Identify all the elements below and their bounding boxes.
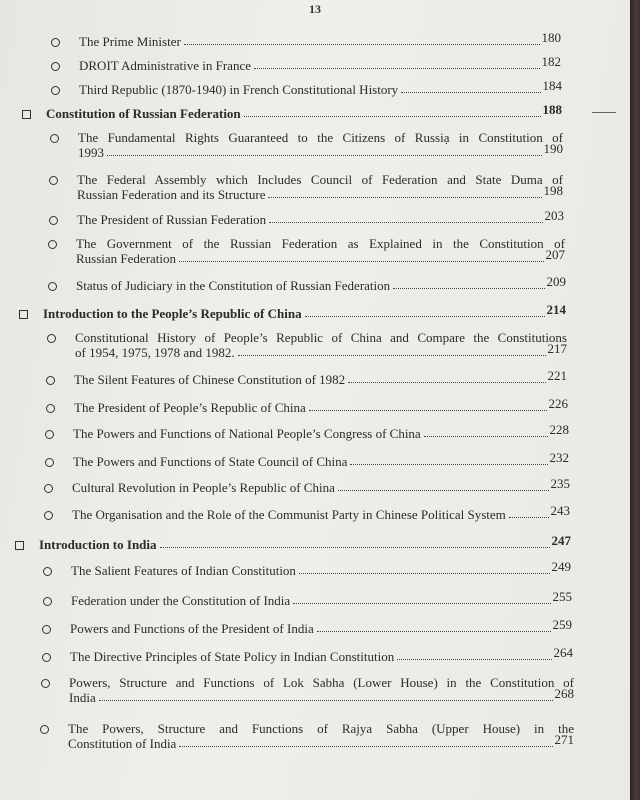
entry-title: The Powers and Functions of State Council of China (73, 454, 348, 469)
dot-leader (509, 507, 549, 518)
entry-title: The Silent Features of Chinese Constitution of 1982 (74, 372, 346, 387)
entry-page-number: 226 (548, 396, 568, 411)
entry-title: The Directive Principles of State Policy in Indian Constitution (70, 649, 395, 664)
circle-bullet-icon (44, 484, 53, 493)
entry-page-number: 232 (549, 450, 569, 465)
dot-leader (397, 649, 551, 660)
dot-leader (401, 82, 540, 93)
circle-bullet-icon (46, 404, 55, 413)
entry-page-number: 180 (541, 30, 561, 45)
entry-title-continued: 1993 (78, 145, 104, 160)
entry-title: The Organisation and the Role of the Communist Party in Chinese Political System (72, 507, 506, 522)
circle-bullet-icon (50, 134, 59, 143)
circle-bullet-icon (43, 597, 52, 606)
entry-page-number: 228 (549, 422, 569, 437)
entry-page-number: 255 (552, 589, 572, 604)
entry-title-continued: Constitution of India (68, 736, 177, 751)
dot-leader (348, 372, 545, 383)
entry-page-number: 184 (542, 78, 562, 93)
entry-title: The Powers, Structure and Functions of Rajya Sabha (Upper House) in the (68, 721, 574, 736)
dot-leader (238, 345, 546, 356)
entry-title: Third Republic (1870-1940) in French Constitutional History (79, 82, 399, 97)
entry-page-number: 190 (543, 141, 563, 156)
entry-page-number: 182 (541, 54, 561, 69)
entry-page-number: 198 (543, 183, 563, 198)
dot-leader (317, 621, 551, 632)
entry-title: The Prime Minister (79, 34, 181, 49)
entry-page-number: 259 (552, 617, 572, 632)
dot-leader (305, 306, 545, 317)
entry-title: Powers, Structure and Functions of Lok Sabha (Lower House) in the Constitution of (69, 675, 574, 690)
entry-page-number: 214 (546, 302, 566, 317)
square-bullet-icon (22, 110, 31, 119)
circle-bullet-icon (48, 240, 57, 249)
dot-leader (99, 690, 553, 701)
entry-page-number: 209 (546, 274, 566, 289)
entry-title: DROIT Administrative in France (79, 58, 251, 73)
entry-page-number: 249 (551, 559, 571, 574)
circle-bullet-icon (43, 567, 52, 576)
dot-leader (179, 251, 543, 262)
circle-bullet-icon (44, 511, 53, 520)
circle-bullet-icon (49, 176, 58, 185)
dot-leader (293, 593, 550, 604)
entry-page-number: 235 (550, 476, 570, 491)
circle-bullet-icon (45, 430, 54, 439)
entry-title: The Powers and Functions of National People’s Congress of China (73, 426, 421, 441)
entry-title-continued: India (69, 690, 96, 705)
book-edge (630, 0, 640, 800)
entry-title: The President of People’s Republic of China (74, 400, 306, 415)
dot-leader (160, 537, 550, 548)
entry-page-number: 268 (554, 686, 574, 701)
entry-title: Status of Judiciary in the Constitution of Russian Federation (76, 278, 391, 293)
dot-leader (269, 212, 542, 223)
circle-bullet-icon (47, 334, 56, 343)
dot-leader (350, 454, 547, 465)
dot-leader (184, 34, 540, 45)
circle-bullet-icon (48, 282, 57, 291)
dot-leader (254, 58, 540, 69)
circle-bullet-icon (51, 62, 60, 71)
dot-leader (107, 145, 542, 156)
circle-bullet-icon (41, 679, 50, 688)
entry-title: Introduction to the People’s Republic of China (43, 306, 302, 321)
entry-title: Federation under the Constitution of India (71, 593, 291, 608)
entry-title: The Government of the Russian Federation as Explained in the Constitution of (76, 236, 565, 251)
entry-title-continued: Russian Federation (76, 251, 177, 266)
entry-title: Constitutional History of People’s Republic of China and Compare the Constitutions (75, 330, 567, 345)
entry-title: Constitution of Russian Federation (46, 106, 241, 121)
circle-bullet-icon (42, 653, 51, 662)
dot-leader (309, 400, 547, 411)
entry-page-number: 271 (554, 732, 574, 747)
square-bullet-icon (19, 310, 28, 319)
entry-title: Cultural Revolution in People’s Republic of China (72, 480, 335, 495)
circle-bullet-icon (51, 86, 60, 95)
page-number: 13 (309, 2, 321, 16)
entry-title-continued: Russian Federation and its Structure (77, 187, 266, 202)
dot-leader (179, 736, 552, 747)
dot-leader (244, 106, 541, 117)
dot-leader (268, 187, 541, 198)
dot-leader (299, 563, 550, 574)
entry-title: The Fundamental Rights Guaranteed to the Citizens of Russiạ in Constitution of (78, 130, 563, 145)
circle-bullet-icon (49, 216, 58, 225)
entry-page-number: 264 (553, 645, 573, 660)
entry-title: Introduction to India (39, 537, 157, 552)
entry-title: The Federal Assembly which Includes Council of Federation and State Duma of (77, 172, 563, 187)
entry-title: The Salient Features of Indian Constitution (71, 563, 296, 578)
circle-bullet-icon (42, 625, 51, 634)
entry-page-number: 188 (542, 102, 562, 117)
circle-bullet-icon (51, 38, 60, 47)
square-bullet-icon (15, 541, 24, 550)
entry-title-continued: of 1954, 1975, 1978 and 1982. (75, 345, 235, 360)
entry-title: The President of Russian Federation (77, 212, 267, 227)
circle-bullet-icon (46, 376, 55, 385)
entry-page-number: 221 (547, 368, 567, 383)
entry-page-number: 217 (547, 341, 567, 356)
dot-leader (393, 278, 544, 289)
entry-page-number: 207 (545, 247, 565, 262)
entry-title: Powers and Functions of the President of India (70, 621, 314, 636)
entry-page-number: 203 (544, 208, 564, 223)
entry-page-number: 243 (550, 503, 570, 518)
dot-leader (424, 426, 548, 437)
dot-leader (338, 480, 549, 491)
entry-page-number: 247 (551, 533, 571, 548)
circle-bullet-icon (45, 458, 54, 467)
circle-bullet-icon (40, 725, 49, 734)
